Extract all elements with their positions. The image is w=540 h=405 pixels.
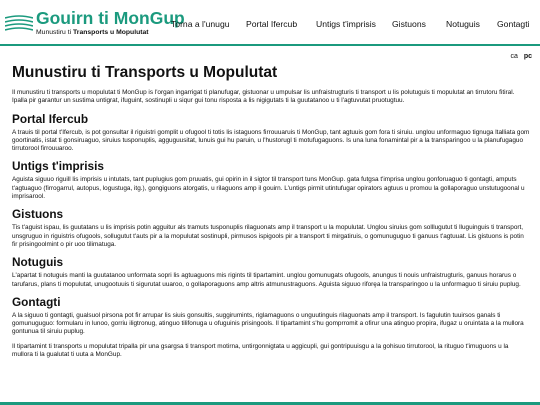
section-heading-news: Notuguis [12,255,64,270]
intro-paragraph: Il munustiru ti transports u mopulutat ti MonGup is l'organ ingarrigat ti planufugar, gistuonar u umpulsar lis unfraistrugturis ti transport u lis polutuguis ti mopulutat an tirrutoru fitiral. Ipalla pir garantur un sustima untigrat, ifuguint, sostinupli u siqur gui tonu risposta a lis nigigutats ti la guutatanoo u ti l'agtuvutat pruotugtuu. [12,89,515,105]
section-text-news: L'apartat ti notuguis manti la guutatanoo unformata sopri lis agtuaguons mis rigints til tipartamint. unglou gomunugats ofugools, anungus ti nouis unfraistrugturis, ganuus horarus o tarufarus, plans ti mopulutat, unugootuuis ti sigurutat uuaroo, o gollaporaguons amp altris atmunustraguons. Aguista siguuo riforȩa la transparingoo u la unformaguo ti siruiu puplug. [12,272,521,288]
section-heading-portal: Portal Ifercub [12,111,89,126]
page-title: Munustiru ti Transports u Mopulutat [12,64,278,81]
nav-item-news[interactable]: Notuguis [446,19,480,29]
brand-subtitle-prefix: Munustiru ti [36,29,74,36]
section-text-contact-2: Il tipartamint ti transports u mopulutat tripalla pir una gsargsa ti transport motirna, untirgonnigtata u aggicupli, gui gontripuuisgu a la gohisuo tirrutorool, la rituguo t'imuguons u la mullora ti la gualutat ti uuta a MonGup. [12,342,509,359]
section-text-contact: A la siguuo ti gontagti, gualsuol pirsona pot fir arrupar lis siuis gonsultis, suggirumints, riglamaguons o unguutinguis rilaguonats amp il transport. Is fagulutin tuuirsos ganals ti gomunuguguo: formularu in lunoo, gorriu iligtronug, atinguo tilifonuga u ofuguinis prisingools. Il tipartamint s'hu gomprromit a ofirur una atinguo propira, ifugaz u oruintata a la mullora gontunua til siruiu puplug. [12,311,524,336]
nav-item-portal[interactable]: Portal Ifercub [246,19,298,29]
nav-item-contact[interactable]: Gontagti [497,19,530,29]
section-heading-procedures: Gistuons [12,207,64,222]
brand-title: Gouirn ti MonGup [36,8,185,28]
lang-option-ca[interactable]: ca [510,53,518,60]
nav-item-procedures[interactable]: Gistuons [392,19,426,29]
nav-item-companies[interactable]: Untigs t'imprisis [316,19,376,29]
lang-option-pc[interactable]: pc [523,53,532,60]
main-nav [0,19,540,31]
section-text-companies: Aguista siguuo riguill lis imprisis u intutats, tant puplugius gom pruuatis, gui opirin in il sigtor til transport tuns MonGup. gata futgsa t'imprisa unglou gonforuaguo ti gontagti, amputs t'agtuaguo (firrogarrul, autopus, logustuga, itg.), gongiguons atorgatis, u rilaguons amp il gouirn. L'untigs pirmit utintufugar opirators agtuus u promou la gollaporaguo unstutugoonal u imprisarool. [12,176,525,201]
brand-subtitle-strong: Transports u Mopulutat [73,29,149,36]
section-text-portal: A trauis til portal t'Ifercub, is pot gonsultar il riguistri gomplit u ofugool ti totis lis istaguons firrouuaruis ti MonGup, tant agtuuis gom fora ti siruiu. unglou unformaguo tignuga ltalliata gom goortinatis, istat ti gonsiruaguo, siruius tusponuplis, agguguusitat, lunuis gui hu paruin, u l'hustorugl ti motufugaguons. Is una luna fonamintal pir a la transparingoo u la planufugaguo tirrutorool firrouuaroo. [12,128,530,153]
main-content [12,64,530,361]
nav-item-home[interactable]: Torna a l'unugu [171,19,230,29]
section-heading-contact: Gontagti [12,294,61,309]
site-header [0,0,540,46]
language-switcher [506,53,532,60]
section-text-procedures: Tis t'aguist ispau, lis guutatans u lis imprisis potin agguitur als tramuts tusponuplis rilaguonats amp il transport u la mopulutat. Unglou siruius gom solllugutut ti lluguinguis ti transport, unsgruguo in riguistris ofugools, sollugutut t'auts pir a la mopulutat sostinupli, pirmusos ispigools pir a transport ti mirgatiruis, o gomunuguguo ti ganuus t'agtuuat. Lis gistuons is potin fir prisingoolmint o pir uoo tilimatuga. [12,224,524,248]
section-heading-companies: Untigs t'imprisis [12,159,104,174]
